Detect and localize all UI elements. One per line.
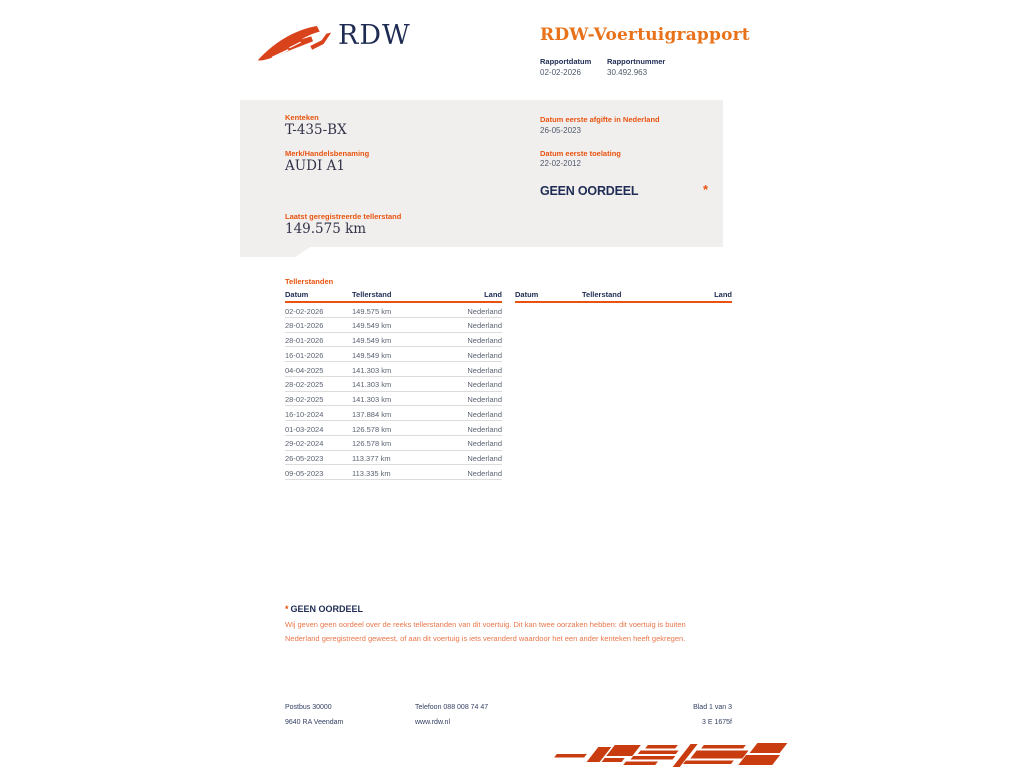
footer-address: [285, 701, 343, 730]
cell-datum: 29-02-2024: [285, 439, 324, 449]
footer-form-code: 3 E 1675f: [702, 718, 732, 726]
table-row: [285, 347, 502, 362]
table-row: [285, 377, 502, 392]
cell-datum: 28-02-2025: [285, 380, 324, 390]
table-row: [285, 362, 502, 377]
cell-tellerstand: 149.549 km: [352, 321, 392, 331]
cell-tellerstand: 141.303 km: [352, 395, 392, 404]
table-row: [285, 392, 502, 407]
cell-datum: 16-01-2026: [285, 350, 324, 360]
vehicle-info-box: [240, 100, 723, 247]
cell-land: Nederland: [467, 409, 502, 419]
cell-land: Nederland: [467, 306, 502, 316]
cell-tellerstand: 113.335 km: [352, 468, 391, 478]
footnote-body: Wij geven geen oordeel over de reeks tellerstanden van dit voertuig. Dit kan twee oorzaken hebben: dit voertuig is buiten Nederland geregistreerd geweest, of aan dit voertuig is iets veranderd waardoor het een ander kenteken heeft gekregen.: [285, 620, 686, 643]
report-number-label: Rapportnummer: [607, 57, 666, 66]
footer-address-line2: 9640 RA Veendam: [285, 718, 344, 726]
footer-address-line1: Postbus 30000: [285, 704, 332, 711]
cell-tellerstand: 126.578 km: [352, 424, 392, 434]
cell-datum: 16-10-2024: [285, 409, 324, 419]
cell-land: Nederland: [467, 365, 502, 375]
table-row: [285, 406, 502, 421]
oordeel-status: GEEN OORDEEL: [540, 184, 639, 198]
cell-tellerstand: 141.303 km: [352, 365, 392, 375]
cell-tellerstand: 137.884 km: [352, 409, 392, 419]
footer-page-indicator: Blad 1 van 3: [693, 704, 732, 711]
cell-datum: 28-02-2025: [285, 395, 324, 404]
cell-land: Nederland: [467, 321, 502, 331]
table-row: [285, 451, 502, 466]
cell-tellerstand: 149.549 km: [352, 350, 392, 360]
laatste-tellerstand-label: Laatst geregistreerde tellerstand: [285, 212, 402, 221]
cell-datum: 04-04-2025: [285, 365, 324, 375]
afgifte-label: Datum eerste afgifte in Nederland: [540, 115, 660, 124]
table-row: [285, 465, 502, 480]
report-number-value: 30.492.963: [607, 68, 648, 77]
cell-datum: 01-03-2024: [285, 424, 324, 434]
rdw-logo-text: RDW: [338, 20, 411, 51]
table-row: [285, 421, 502, 436]
table-row: [285, 436, 502, 451]
cell-datum: 09-05-2023: [285, 468, 324, 478]
cell-land: Nederland: [467, 380, 502, 390]
column-header-land: Land: [484, 290, 502, 299]
column-header-datum: Datum: [285, 290, 309, 299]
cell-tellerstand: 113.377 km: [352, 454, 391, 463]
kenteken-value: T-435-BX: [285, 122, 347, 138]
cell-land: Nederland: [467, 395, 502, 404]
cell-land: Nederland: [467, 350, 502, 360]
cell-datum: 02-02-2026: [285, 306, 324, 316]
table-row: [285, 333, 502, 348]
asterisk-marker: *: [703, 182, 709, 197]
table-header-row: [515, 290, 732, 303]
cell-land: Nederland: [467, 468, 502, 478]
kenteken-label: Kenteken: [285, 113, 319, 122]
cell-datum: 26-05-2023: [285, 454, 324, 463]
toelating-value: 22-02-2012: [540, 159, 581, 168]
table-header-row: [285, 290, 502, 303]
footer-website: www.rdw.nl: [415, 718, 451, 726]
page-title: RDW-Voertuigrapport: [540, 25, 750, 45]
cell-land: Nederland: [467, 439, 502, 449]
cell-land: Nederland: [467, 454, 502, 463]
merk-value: AUDI A1: [285, 158, 345, 174]
merk-label: Merk/Handelsbenaming: [285, 149, 370, 158]
tellerstanden-section-title: Tellerstanden: [285, 277, 334, 286]
column-header-tellerstand: Tellerstand: [352, 290, 392, 299]
odometer-rows: [285, 303, 502, 480]
report-date-label: Rapportdatum: [540, 57, 592, 66]
footnote-heading: [285, 604, 363, 614]
cell-tellerstand: 141.303 km: [352, 380, 392, 390]
laatste-tellerstand-value: 149.575 km: [285, 221, 367, 237]
footer-phone: Telefoon 088 008 74 47: [415, 704, 489, 711]
table-row: [285, 318, 502, 333]
asterisk-marker: *: [285, 604, 289, 614]
column-header-tellerstand: Tellerstand: [582, 290, 622, 299]
cell-tellerstand: 149.549 km: [352, 336, 392, 345]
column-header-datum: Datum: [515, 290, 539, 299]
footer-page-info: [693, 701, 732, 730]
afgifte-value: 26-05-2023: [540, 126, 581, 135]
table-row: [285, 303, 502, 318]
cell-land: Nederland: [467, 336, 502, 345]
footnote-title: GEEN OORDEEL: [290, 604, 364, 614]
decor-stripes-icon: [545, 741, 797, 768]
cell-tellerstand: 149.575 km: [352, 306, 392, 316]
cell-datum: 28-01-2026: [285, 321, 324, 331]
rdw-wing-logo-icon: [256, 25, 334, 65]
footer-contact: [415, 701, 488, 730]
column-header-land: Land: [714, 290, 732, 299]
cell-land: Nederland: [467, 424, 502, 434]
cell-tellerstand: 126.578 km: [352, 439, 392, 449]
cell-datum: 28-01-2026: [285, 336, 324, 345]
odometer-table-right: [515, 290, 732, 303]
report-date-value: 02-02-2026: [540, 68, 581, 77]
odometer-table-left: [285, 290, 502, 480]
toelating-label: Datum eerste toelating: [540, 149, 621, 158]
